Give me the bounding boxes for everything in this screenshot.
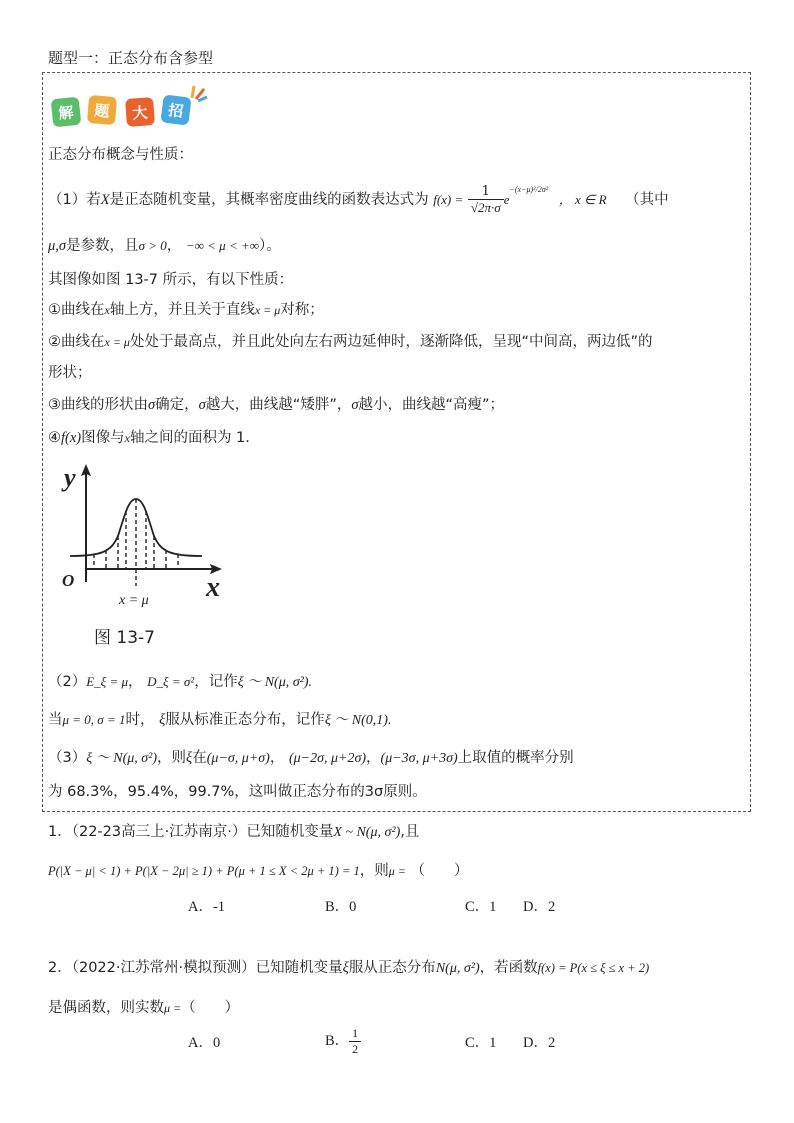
question-1-stem: 1．（22-23高三上·江苏南京·）已知随机变量X ~ N(μ, σ²),且 [48,824,420,840]
area-hatching [94,499,178,586]
question-2-cont: 是偶函数，则实数μ =（ ） [48,1000,240,1016]
q1-option-b[interactable]: B．0 [325,899,357,915]
badge-char-4: 招 [160,94,191,125]
q1-option-d[interactable]: D．2 [523,899,556,915]
badge-char-2: 题 [87,95,117,125]
property-1-line: （1）若X是正态随机变量，其概率密度曲线的函数表达式为 f(x) = $\frac{1}{√2\pi\cdot\sigma}$ $e^{-(x-\mu)^2/2\sigma^2}$ ， x ∈ R （其中 [48,184,669,215]
q2-option-c[interactable]: C．1 [465,1035,497,1051]
concept-heading: 正态分布概念与性质： [48,147,193,163]
question-1-condition: P(|X − μ| < 1) + P(|X − 2μ| ≥ 1) + P(μ + 1 ≤ X < 2μ + 1) = 1，则μ = （ ） [48,863,469,879]
prop-2: ②曲线在x = μ处处于最高点，并且此处向左右两边延伸时，逐渐降低，呈现“中间高，两边低”的 [48,334,653,350]
figure-intro: 其图像如图 13-7 所示，有以下性质： [48,272,294,288]
q1-option-c[interactable]: C．1 [465,899,497,915]
origin-label: O [62,571,75,590]
badge-char-1: 解 [51,97,82,128]
section-title: 题型一：正态分布含参型 [48,49,214,67]
prop-1: ①曲线在x轴上方，并且关于直线x = μ对称； [48,302,324,318]
figure-caption: 图 13-7 [94,628,155,648]
density-fraction: $\frac{1}{√2\pi\cdot\sigma}$ [468,184,504,216]
three-sigma-rule: 为 68.3%，95.4%，99.7%，这叫做正态分布的3σ原则。 [48,784,427,800]
prop-4: ④f(x)图像与x轴之间的面积为 1. [48,430,250,446]
prop-3: ③曲线的形状由σ确定，σ越大，曲线越“矮胖”，σ越小，曲线越“高瘦”； [48,397,505,413]
question-2-stem: 2．（2022·江苏常州·模拟预测）已知随机变量ξ服从正态分布N(μ, σ²)，若函数f(x) = P(x ≤ ξ ≤ x + 2) [48,960,650,976]
three-sigma-line: （3）ξ ～ N(μ, σ²)，则ξ在(μ−σ, μ+σ)， (μ−2σ, μ+2σ)，(μ−3σ, μ+3σ)上取值的概率分别 [48,750,574,766]
prop-2-cont: 形状； [48,365,92,381]
axis-label-x: x [206,572,220,603]
expectation-line: （2）E_ξ = μ， D_ξ = σ²，记作ξ ～ N(μ, σ²). [48,674,312,690]
axis-label-y: y [64,463,76,492]
standard-normal-line: 当μ = 0, σ = 1时， ξ服从标准正态分布，记作ξ ～ N(0,1). [48,712,392,728]
normal-curve-figure [56,456,236,616]
q2-option-b[interactable]: B． $\frac{1}{2}$ [325,1026,361,1057]
sparkle-icon [188,82,208,102]
q2-option-a[interactable]: A．0 [188,1035,221,1051]
mu-label: x = μ [119,593,149,608]
q1-option-a[interactable]: A．-1 [188,899,226,915]
q2-option-d[interactable]: D．2 [523,1035,556,1051]
method-badge [52,96,202,130]
property-1-params: μ,σ是参数，且σ > 0， −∞ < μ < +∞）。 [48,238,281,254]
badge-char-3: 大 [125,97,155,127]
